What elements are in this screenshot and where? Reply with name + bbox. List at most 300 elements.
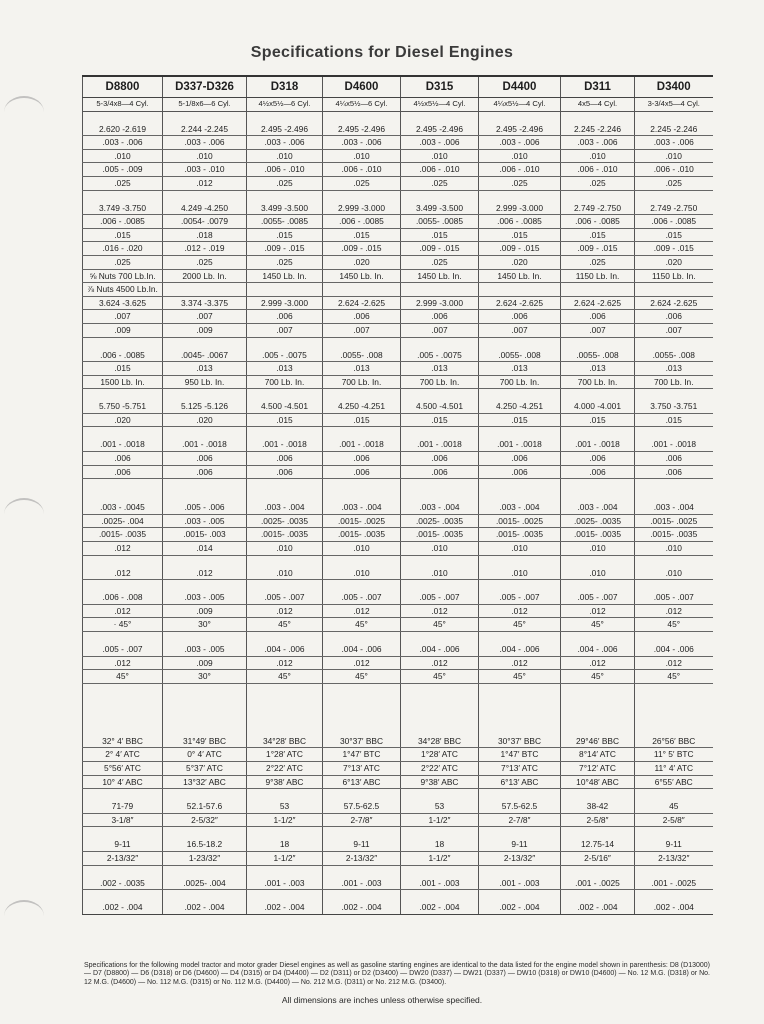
- table-cell: .010: [323, 567, 401, 580]
- table-cell: .006 - .0085: [635, 215, 713, 229]
- table-cell: .0015- .0035: [479, 528, 561, 542]
- table-cell: [247, 632, 323, 644]
- table-cell: .009: [83, 323, 163, 337]
- table-cell: 1°28′ ATC: [247, 748, 323, 762]
- table-cell: .006 - .010: [479, 163, 561, 177]
- table-cell: [163, 724, 247, 735]
- table-cell: [635, 632, 713, 644]
- table-cell: 2.495 -2.496: [401, 123, 479, 136]
- table-cell: 5°56′ ATC: [83, 761, 163, 775]
- table-cell: [635, 427, 713, 439]
- table-cell: .003 - .004: [479, 501, 561, 514]
- table-cell: 45°: [561, 618, 635, 632]
- table-cell: [401, 427, 479, 439]
- table-cell: 45°: [635, 618, 713, 632]
- table-cell: [83, 490, 163, 501]
- table-cell: [479, 724, 561, 735]
- table-cell: 4.000 -4.001: [561, 400, 635, 413]
- table-row: [83, 838, 713, 851]
- table-cell: .020: [83, 413, 163, 427]
- table-cell: [247, 190, 323, 202]
- table-cell: .025: [401, 255, 479, 269]
- table-cell: 2.495 -2.496: [323, 123, 401, 136]
- table-cell: .006: [561, 452, 635, 466]
- table-cell: .009: [163, 604, 247, 618]
- table-cell: .025: [635, 176, 713, 190]
- table-cell: .003 - .006: [401, 136, 479, 150]
- table-cell: 7°13′ ATC: [479, 761, 561, 775]
- table-cell: .0055- .008: [323, 349, 401, 362]
- table-row: [83, 528, 713, 542]
- table-cell: .015: [401, 228, 479, 242]
- table-cell: [163, 111, 247, 123]
- table-cell: 1450 Lb. In.: [323, 269, 401, 283]
- table-cell: .020: [323, 255, 401, 269]
- table-cell: [83, 683, 163, 724]
- table-cell: 4.249 -4.250: [163, 202, 247, 215]
- table-cell: .002 - .004: [163, 901, 247, 914]
- table-cell: 2°22′ ATC: [247, 761, 323, 775]
- table-cell: 34°28′ BBC: [401, 735, 479, 748]
- table-cell: 18: [401, 838, 479, 851]
- table-cell: 3.750 -3.751: [635, 400, 713, 413]
- table-cell: [401, 890, 479, 902]
- table-cell: 700 Lb. In.: [323, 375, 401, 389]
- table-row: [83, 362, 713, 376]
- table-cell: [635, 490, 713, 501]
- table-cell: 6°13′ ABC: [479, 775, 561, 789]
- table-cell: .009 - .015: [479, 242, 561, 256]
- table-cell: [163, 632, 247, 644]
- table-cell: .010: [561, 542, 635, 556]
- table-cell: [401, 111, 479, 123]
- table-cell: .015: [479, 228, 561, 242]
- table-cell: .006: [401, 452, 479, 466]
- table-cell: .010: [635, 567, 713, 580]
- table-cell: 6°55′ ABC: [635, 775, 713, 789]
- table-cell: .001 - .0018: [561, 438, 635, 451]
- table-cell: .005 - .0075: [401, 349, 479, 362]
- table-cell: .002 - .004: [323, 901, 401, 914]
- table-cell: .010: [635, 149, 713, 163]
- table-cell: [635, 724, 713, 735]
- table-cell: [163, 580, 247, 592]
- table-cell: 2-13/32″: [323, 851, 401, 865]
- table-row: [83, 670, 713, 684]
- table-cell: [561, 890, 635, 902]
- table-cell: .012 - .019: [163, 242, 247, 256]
- table-cell: 45°: [561, 670, 635, 684]
- table-cell: [83, 555, 163, 567]
- table-cell: .005 - .006: [163, 501, 247, 514]
- table-cell: .010: [561, 149, 635, 163]
- table-cell: [635, 789, 713, 801]
- table-cell: [635, 555, 713, 567]
- table-row: [83, 748, 713, 762]
- table-cell: [401, 283, 479, 297]
- table-cell: .006: [323, 452, 401, 466]
- table-cell: [635, 580, 713, 592]
- table-cell: .003 - .006: [635, 136, 713, 150]
- table-row: [83, 242, 713, 256]
- table-cell: [163, 389, 247, 401]
- table-cell: .025: [401, 176, 479, 190]
- table-cell: .012: [163, 567, 247, 580]
- table-row: [83, 591, 713, 604]
- table-cell: .0015- .0035: [635, 528, 713, 542]
- table-cell: 71-79: [83, 800, 163, 813]
- table-cell: [83, 479, 163, 491]
- table-cell: .001 - .003: [323, 877, 401, 890]
- table-cell: .015: [83, 228, 163, 242]
- table-cell: [247, 427, 323, 439]
- table-cell: [401, 337, 479, 349]
- spacer-row: [83, 427, 713, 439]
- table-cell: .006: [323, 465, 401, 479]
- table-cell: 1-1/2″: [247, 851, 323, 865]
- table-cell: .0025- .0035: [561, 514, 635, 528]
- table-cell: 1150 Lb. In.: [635, 269, 713, 283]
- engine-size: 4¼x5½—6 Cyl.: [323, 98, 401, 112]
- table-cell: [247, 111, 323, 123]
- table-cell: [479, 389, 561, 401]
- table-cell: [401, 580, 479, 592]
- table-cell: .001 - .0025: [635, 877, 713, 890]
- table-cell: [163, 479, 247, 491]
- table-cell: .010: [401, 149, 479, 163]
- table-cell: [163, 827, 247, 839]
- table-cell: .003 - .006: [479, 136, 561, 150]
- table-cell: 6°13′ ABC: [323, 775, 401, 789]
- table-cell: 950 Lb. In.: [163, 375, 247, 389]
- engine-size: 5-3/4x8—4 Cyl.: [83, 98, 163, 112]
- table-cell: .015: [323, 228, 401, 242]
- table-cell: [323, 580, 401, 592]
- table-row: [83, 618, 713, 632]
- subheader-row: [83, 98, 713, 112]
- spacer-row: [83, 337, 713, 349]
- spec-table: [82, 75, 713, 915]
- table-cell: .006 - .0085: [479, 215, 561, 229]
- table-cell: 26°56′ BBC: [635, 735, 713, 748]
- table-cell: [163, 427, 247, 439]
- spacer-row: [83, 865, 713, 877]
- table-cell: 7°13′ ATC: [323, 761, 401, 775]
- table-cell: .002 - .0035: [83, 877, 163, 890]
- table-cell: [163, 190, 247, 202]
- table-cell: 2-13/32″: [83, 851, 163, 865]
- table-cell: .015: [635, 413, 713, 427]
- table-cell: 2-5/8″: [635, 813, 713, 827]
- table-cell: [323, 490, 401, 501]
- table-cell: .012: [83, 542, 163, 556]
- table-cell: [323, 190, 401, 202]
- table-cell: [479, 190, 561, 202]
- table-cell: 8°14′ ATC: [561, 748, 635, 762]
- spacer-row: [83, 683, 713, 724]
- table-cell: .009 - .015: [401, 242, 479, 256]
- spacer-row: [83, 190, 713, 202]
- table-cell: 2.624 -2.625: [561, 296, 635, 310]
- table-cell: 3-1/8″: [83, 813, 163, 827]
- table-cell: .012: [479, 656, 561, 670]
- table-cell: 45°: [401, 618, 479, 632]
- table-row: [83, 413, 713, 427]
- table-cell: .006: [635, 452, 713, 466]
- table-cell: .010: [401, 542, 479, 556]
- spacer-row: [83, 890, 713, 902]
- table-cell: 53: [247, 800, 323, 813]
- table-cell: .001 - .003: [247, 877, 323, 890]
- table-cell: .014: [163, 542, 247, 556]
- table-cell: [247, 389, 323, 401]
- table-cell: 7°12′ ATC: [561, 761, 635, 775]
- table-row: [83, 643, 713, 656]
- table-cell: .001 - .0018: [479, 438, 561, 451]
- table-cell: .007: [163, 310, 247, 324]
- column-header: D4600: [323, 76, 401, 98]
- table-row: [83, 375, 713, 389]
- table-cell: .013: [479, 362, 561, 376]
- table-cell: .025: [479, 176, 561, 190]
- table-cell: 18: [247, 838, 323, 851]
- table-cell: .007: [247, 323, 323, 337]
- table-cell: 32° 4′ BBC: [83, 735, 163, 748]
- table-cell: .006: [163, 452, 247, 466]
- table-cell: .025: [323, 176, 401, 190]
- table-cell: [247, 555, 323, 567]
- table-cell: [479, 683, 561, 724]
- table-cell: 45°: [479, 618, 561, 632]
- table-cell: .005 - .007: [323, 591, 401, 604]
- table-cell: .005 - .007: [401, 591, 479, 604]
- table-cell: .012: [247, 656, 323, 670]
- table-cell: [323, 890, 401, 902]
- table-cell: [323, 427, 401, 439]
- table-cell: .012: [323, 656, 401, 670]
- table-cell: 1-23/32″: [163, 851, 247, 865]
- table-cell: 57.5-62.5: [479, 800, 561, 813]
- table-cell: .010: [247, 149, 323, 163]
- table-cell: 4.500 -4.501: [401, 400, 479, 413]
- table-cell: 2.620 -2.619: [83, 123, 163, 136]
- table-cell: .0025- .004: [83, 514, 163, 528]
- table-cell: [83, 827, 163, 839]
- column-header: D311: [561, 76, 635, 98]
- table-cell: 1450 Lb. In.: [247, 269, 323, 283]
- table-cell: .006: [479, 310, 561, 324]
- table-cell: [83, 389, 163, 401]
- table-cell: ⅞ Nuts 4500 Lb.In.: [83, 283, 163, 297]
- table-cell: .012: [401, 656, 479, 670]
- table-cell: 2-7/8″: [323, 813, 401, 827]
- column-header: D8800: [83, 76, 163, 98]
- table-cell: 2.624 -2.625: [323, 296, 401, 310]
- table-cell: 30°: [163, 670, 247, 684]
- table-cell: [635, 827, 713, 839]
- table-cell: .006 - .0085: [561, 215, 635, 229]
- table-cell: .013: [561, 362, 635, 376]
- table-cell: .012: [247, 604, 323, 618]
- table-cell: [83, 632, 163, 644]
- table-cell: 3.499 -3.500: [401, 202, 479, 215]
- table-cell: .001 - .003: [479, 877, 561, 890]
- table-cell: .010: [163, 149, 247, 163]
- table-cell: [635, 190, 713, 202]
- table-cell: 2000 Lb. In.: [163, 269, 247, 283]
- table-cell: .012: [635, 604, 713, 618]
- spacer-row: [83, 580, 713, 592]
- table-cell: 1150 Lb. In.: [561, 269, 635, 283]
- table-cell: 1-1/2″: [401, 813, 479, 827]
- table-cell: .0055- .0085: [247, 215, 323, 229]
- table-cell: [479, 827, 561, 839]
- table-cell: [561, 865, 635, 877]
- table-cell: 3.749 -3.750: [83, 202, 163, 215]
- table-cell: 3.374 -3.375: [163, 296, 247, 310]
- table-cell: 5.125 -5.126: [163, 400, 247, 413]
- table-cell: 3.624 -3.625: [83, 296, 163, 310]
- table-cell: [83, 427, 163, 439]
- table-cell: [401, 490, 479, 501]
- table-cell: [479, 555, 561, 567]
- table-cell: .004 - .006: [401, 643, 479, 656]
- table-cell: [83, 580, 163, 592]
- table-row: [83, 501, 713, 514]
- table-row: [83, 269, 713, 283]
- table-cell: [83, 789, 163, 801]
- table-cell: 11° 4′ ATC: [635, 761, 713, 775]
- table-row: [83, 349, 713, 362]
- table-cell: .006 - .0085: [83, 215, 163, 229]
- table-row: [83, 283, 713, 297]
- table-cell: .010: [479, 567, 561, 580]
- table-cell: 2-5/16″: [561, 851, 635, 865]
- table-cell: 45°: [635, 670, 713, 684]
- table-cell: 12.75-14: [561, 838, 635, 851]
- spacer-row: [83, 111, 713, 123]
- engine-size: 4½x5½—4 Cyl.: [401, 98, 479, 112]
- table-cell: .004 - .006: [635, 643, 713, 656]
- table-cell: .006 - .010: [561, 163, 635, 177]
- table-cell: 16.5-18.2: [163, 838, 247, 851]
- table-cell: .012: [83, 604, 163, 618]
- table-cell: [163, 683, 247, 724]
- table-cell: .0055- .008: [479, 349, 561, 362]
- table-cell: .006: [323, 310, 401, 324]
- table-cell: 2.624 -2.625: [479, 296, 561, 310]
- table-cell: 700 Lb. In.: [561, 375, 635, 389]
- table-row: [83, 901, 713, 914]
- table-row: [83, 567, 713, 580]
- table-cell: [247, 580, 323, 592]
- table-cell: .009: [163, 323, 247, 337]
- engine-size: 3-3/4x5—4 Cyl.: [635, 98, 713, 112]
- table-cell: 700 Lb. In.: [635, 375, 713, 389]
- table-cell: [561, 789, 635, 801]
- table-cell: [561, 389, 635, 401]
- table-cell: .012: [635, 656, 713, 670]
- table-cell: [163, 490, 247, 501]
- table-cell: [247, 683, 323, 724]
- table-cell: .006 - .0085: [83, 349, 163, 362]
- table-cell: .006 - .010: [323, 163, 401, 177]
- page-title: Specifications for Diesel Engines: [250, 44, 514, 61]
- table-cell: .012: [401, 604, 479, 618]
- table-cell: .0025- .0035: [247, 514, 323, 528]
- table-cell: 45: [635, 800, 713, 813]
- table-cell: .010: [323, 149, 401, 163]
- table-cell: .0015- .0025: [323, 514, 401, 528]
- table-cell: · 45°: [83, 618, 163, 632]
- table-cell: [401, 479, 479, 491]
- table-cell: 2°22′ ATC: [401, 761, 479, 775]
- table-cell: 11° 5′ BTC: [635, 748, 713, 762]
- table-cell: 2.749 -2.750: [561, 202, 635, 215]
- table-cell: [163, 337, 247, 349]
- table-cell: 4.500 -4.501: [247, 400, 323, 413]
- table-cell: 5.750 -5.751: [83, 400, 163, 413]
- table-cell: [401, 555, 479, 567]
- table-cell: [635, 389, 713, 401]
- table-cell: [479, 490, 561, 501]
- table-cell: .0015- .0035: [561, 528, 635, 542]
- table-cell: .003 - .004: [247, 501, 323, 514]
- table-cell: [635, 337, 713, 349]
- table-cell: .025: [83, 176, 163, 190]
- table-cell: [561, 683, 635, 724]
- table-cell: .020: [479, 255, 561, 269]
- table-cell: .003 - .005: [163, 514, 247, 528]
- header-row: [83, 76, 713, 98]
- footnote: Specifications for the following model tractor and motor grader Diesel engines as well as gasoline starting engines are identical to the data listed for the engine model shown in parenthesis: D8 (D13000) — D7 (D8800) — D6 (D318) or D6 (D4600) — D4 (D315) or D4 (D4400) — D2 (D311) or D2 (D3400) — DW20 (D337) — DW21 (D337) — DW10 (D318) or DW10 (D4600) — No. 12 M.G. (D318) or No. 12 M.G. (D4600) — No. 112 M.G. (D315) or No. 112 M.G. (D4400) — No. 212 M.G. (D311) or No. 212 M.G. (D3400).: [84, 962, 710, 986]
- table-cell: [323, 111, 401, 123]
- table-cell: [479, 479, 561, 491]
- table-row: [83, 310, 713, 324]
- table-cell: .002 - .004: [83, 901, 163, 914]
- table-cell: .0025- .0035: [401, 514, 479, 528]
- table-cell: [163, 555, 247, 567]
- table-cell: [247, 337, 323, 349]
- table-cell: 2.999 -3.000: [479, 202, 561, 215]
- table-cell: .0015- .0035: [83, 528, 163, 542]
- table-cell: 2.244 -2.245: [163, 123, 247, 136]
- table-cell: [247, 490, 323, 501]
- table-cell: .005 - .007: [83, 643, 163, 656]
- table-cell: .0025- .004: [163, 877, 247, 890]
- table-cell: 45°: [83, 670, 163, 684]
- table-row: [83, 323, 713, 337]
- table-cell: .001 - .0018: [163, 438, 247, 451]
- table-cell: [247, 865, 323, 877]
- table-cell: [401, 865, 479, 877]
- engine-size: 4¼x5½—4 Cyl.: [479, 98, 561, 112]
- table-cell: .010: [247, 542, 323, 556]
- table-cell: [323, 865, 401, 877]
- table-cell: [635, 865, 713, 877]
- table-cell: 13°32′ ABC: [163, 775, 247, 789]
- table-cell: 2.495 -2.496: [479, 123, 561, 136]
- table-cell: .006: [561, 465, 635, 479]
- table-cell: .013: [323, 362, 401, 376]
- table-cell: [401, 827, 479, 839]
- table-cell: 29°46′ BBC: [561, 735, 635, 748]
- table-cell: .006: [247, 310, 323, 324]
- table-cell: [247, 890, 323, 902]
- table-cell: .003 - .004: [323, 501, 401, 514]
- table-cell: [83, 337, 163, 349]
- table-cell: .002 - .004: [401, 901, 479, 914]
